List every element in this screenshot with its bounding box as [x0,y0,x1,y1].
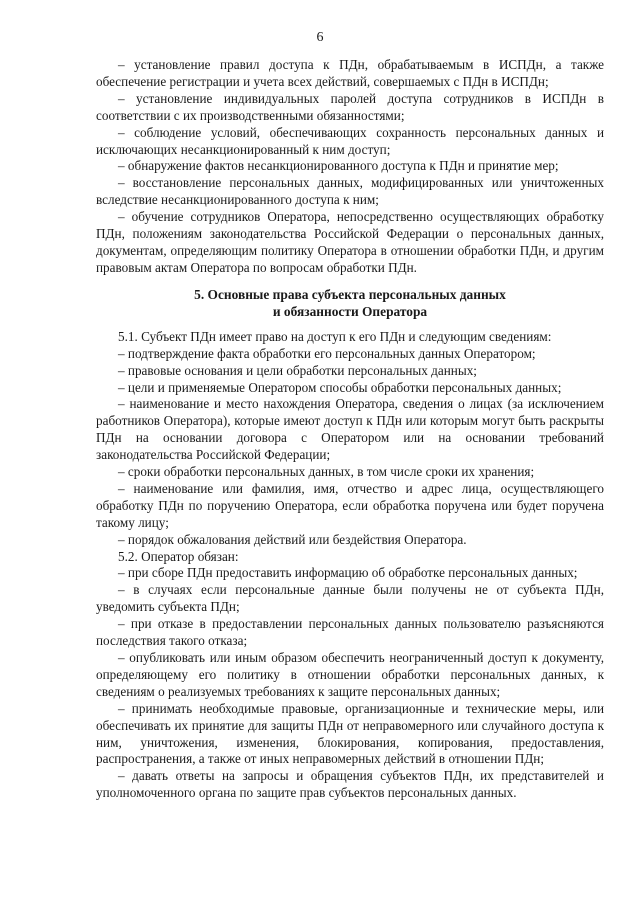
list-item: – установление индивидуальных паролей доступа сотрудников в ИСПДн в соответствии с их производственными обязанностями; [96,90,604,123]
list-item: – порядок обжалования действий или бездействия Оператора. [118,531,467,547]
list-item: – наименование или фамилия, имя, отчество и адрес лица, осуществляющего обработку ПДн по поручению Оператора, если обработка поручена или будет поручена такому лицу; [96,480,604,530]
list-item: – в случаях если персональные данные были получены не от субъекта ПДн, уведомить субъекта ПДн; [96,582,604,615]
list-item: – обнаружение фактов несанкционированного доступа к ПДн и принятие мер; [118,158,559,174]
list-item: – восстановление персональных данных, модифицированных или уничтоженных вследствие несанкционированного доступа к ним; [96,175,604,208]
section-spacer [96,277,604,286]
list-item: – принимать необходимые правовые, организационные и технические меры, или обеспечивать их принятие для защиты ПДн от неправомерного или случайного доступа к ним, уничтожения, изменения, блокирования, копирования, предоставления, распространения, а также от иных неправомерных действий в отношении ПДн; [96,700,604,767]
list-item: – сроки обработки персональных данных, в том числе сроки их хранения; [118,464,535,480]
list-item: – опубликовать или иным образом обеспечить неограниченный доступ к документу, определяющему его политику в отношении обработки персональных данных, к сведениям о реализуемых требованиях к защите персональных данных; [96,650,604,699]
page-number: 6 [316,30,324,45]
list-item: – соблюдение условий, обеспечивающих сохранность персональных данных и исключающих несанкционированный к ним доступ; [96,124,604,157]
section-heading-subtitle: и обязанности Оператора [272,303,428,319]
list-item: – установление правил доступа к ПДн, обрабатываемым в ИСПДн, а также обеспечение регистрации и учета всех действий, совершаемых с ПДн в ИСПДн; [96,57,604,89]
list-item: – подтверждение факта обработки его персональных данных Оператором; [118,345,536,361]
list-item: – правовые основания и цели обработки персональных данных; [118,362,477,378]
list-item: – наименование и место нахождения Оператора, сведения о лицах (за исключением работников Оператора), которые имеют доступ к ПДн или которым могут быть раскрыты ПДн на основании договора с Оператором или на основании требований законодательства Российской Федерации; [96,396,604,463]
list-item: – давать ответы на запросы и обращения субъектов ПДн, их представителей и уполномоченного органа по защите прав субъектов персональных данных. [96,768,604,801]
clause-5-1: 5.1. Субъект ПДн имеет право на доступ к его ПДн и следующим сведениям: [118,328,552,344]
list-item: – обучение сотрудников Оператора, непосредственно осуществляющих обработку ПДн, положениям законодательства Российской Федерации о персональных данных, документам, определяющим политику Оператора в отношении обработки ПДн, и другим правовым актам Оператора по вопросам обработки ПДн. [96,209,604,275]
list-item: – цели и применяемые Оператором способы обработки персональных данных; [118,379,562,395]
document-body [96,57,604,802]
clause-5-2: 5.2. Оператор обязан: [118,548,239,564]
list-item: – при отказе в предоставлении персональных данных пользователю разъясняются последствия такого отказа; [96,616,604,649]
list-item: – при сборе ПДн предоставить информацию об обработке персональных данных; [118,565,578,581]
section-heading: 5. Основные права субъекта персональных данных [194,286,506,302]
section-spacer [96,320,604,329]
